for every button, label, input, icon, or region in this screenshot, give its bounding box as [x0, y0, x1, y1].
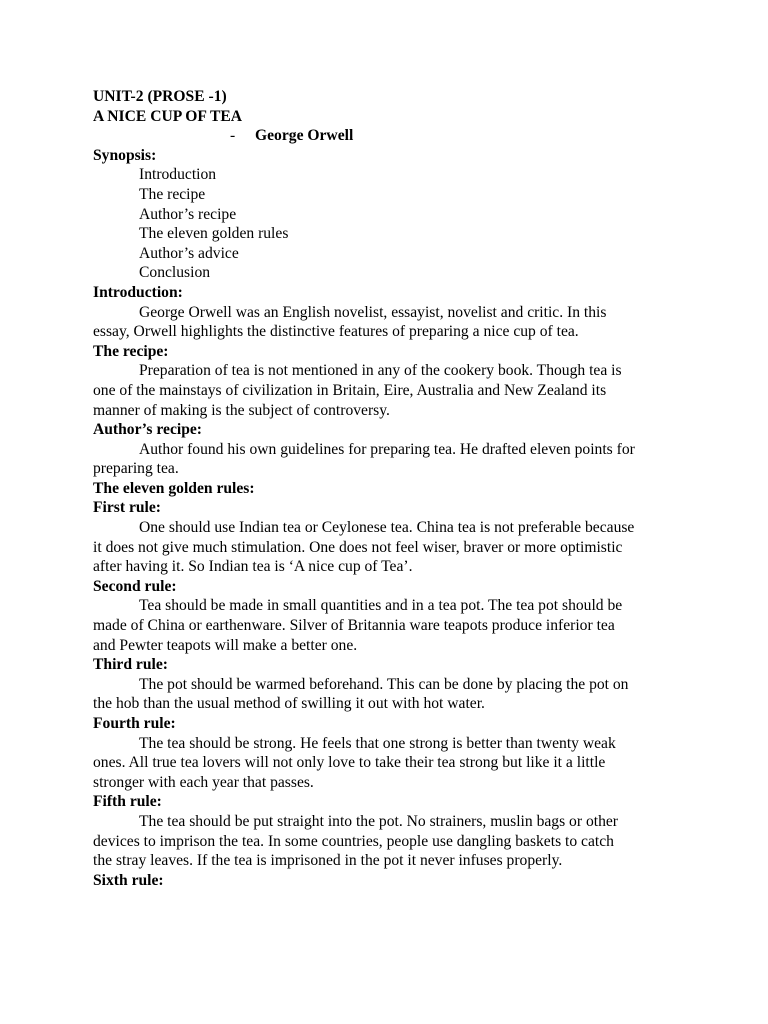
synopsis-item: The eleven golden rules — [139, 225, 289, 243]
paragraph-line: one of the mainstays of civilization in Britain, Eire, Australia and New Zealand its — [93, 381, 607, 399]
synopsis-item: Author’s advice — [139, 244, 239, 262]
paragraph-line: preparing tea. — [93, 460, 179, 478]
section-heading-third-rule: Third rule: — [93, 656, 168, 674]
section-heading-first-rule: First rule: — [93, 499, 161, 517]
paragraph-line: The tea should be put straight into the pot. No strainers, muslin bags or other — [139, 812, 618, 830]
paragraph-line: made of China or earthenware. Silver of Britannia ware teapots produce inferior tea — [93, 617, 615, 635]
paragraph-line: the hob than the usual method of swilling it out with hot water. — [93, 695, 485, 713]
paragraph-line: Preparation of tea is not mentioned in any of the cookery book. Though tea is — [139, 362, 622, 380]
paragraph-line: Tea should be made in small quantities and in a tea pot. The tea pot should be — [139, 597, 623, 615]
synopsis-item: Introduction — [139, 166, 217, 184]
paragraph-line: stronger with each year that passes. — [93, 773, 314, 791]
paragraph-line: Author found his own guidelines for preparing tea. He drafted eleven points for — [139, 440, 635, 458]
section-heading-golden-rules: The eleven golden rules: — [93, 479, 255, 497]
paragraph-line: George Orwell was an English novelist, essayist, novelist and critic. In this — [139, 303, 607, 321]
paragraph-line: One should use Indian tea or Ceylonese tea. China tea is not preferable because — [139, 519, 635, 537]
paragraph-line: it does not give much stimulation. One does not feel wiser, braver or more optimistic — [93, 538, 623, 556]
paragraph-line: and Pewter teapots will make a better one. — [93, 636, 358, 654]
section-heading-introduction: Introduction: — [93, 283, 183, 301]
document-body — [93, 87, 683, 890]
section-heading-second-rule: Second rule: — [93, 577, 177, 595]
section-heading-recipe: The recipe: — [93, 342, 169, 360]
paragraph-line: the stray leaves. If the tea is imprisoned in the pot it never infuses properly. — [93, 852, 563, 870]
paragraph-line: The tea should be strong. He feels that one strong is better than twenty weak — [139, 734, 616, 752]
author-line — [93, 126, 683, 146]
synopsis-heading: Synopsis: — [93, 146, 157, 164]
unit-title: UNIT-2 (PROSE -1) — [93, 88, 227, 105]
author-dash: - — [230, 127, 236, 145]
synopsis-item: The recipe — [139, 185, 206, 203]
paragraph-line: The pot should be warmed beforehand. This can be done by placing the pot on — [139, 675, 629, 693]
section-heading-sixth-rule: Sixth rule: — [93, 871, 164, 889]
paragraph-line: after having it. So Indian tea is ‘A nice cup of Tea’. — [93, 558, 413, 576]
section-heading-authors-recipe: Author’s recipe: — [93, 421, 202, 439]
paragraph-line: devices to imprison the tea. In some countries, people use dangling baskets to catch — [93, 832, 614, 850]
essay-title: A NICE CUP OF TEA — [93, 107, 243, 125]
paragraph-line: essay, Orwell highlights the distinctive features of preparing a nice cup of tea. — [93, 323, 579, 341]
paragraph-line: manner of making is the subject of controversy. — [93, 401, 390, 419]
section-heading-fifth-rule: Fifth rule: — [93, 793, 162, 811]
synopsis-item: Conclusion — [139, 264, 211, 282]
section-heading-fourth-rule: Fourth rule: — [93, 715, 176, 732]
paragraph-line: ones. All true tea lovers will not only love to take their tea strong but like it a little — [93, 754, 606, 772]
author-name: George Orwell — [255, 127, 354, 145]
synopsis-item: Author’s recipe — [139, 205, 237, 223]
